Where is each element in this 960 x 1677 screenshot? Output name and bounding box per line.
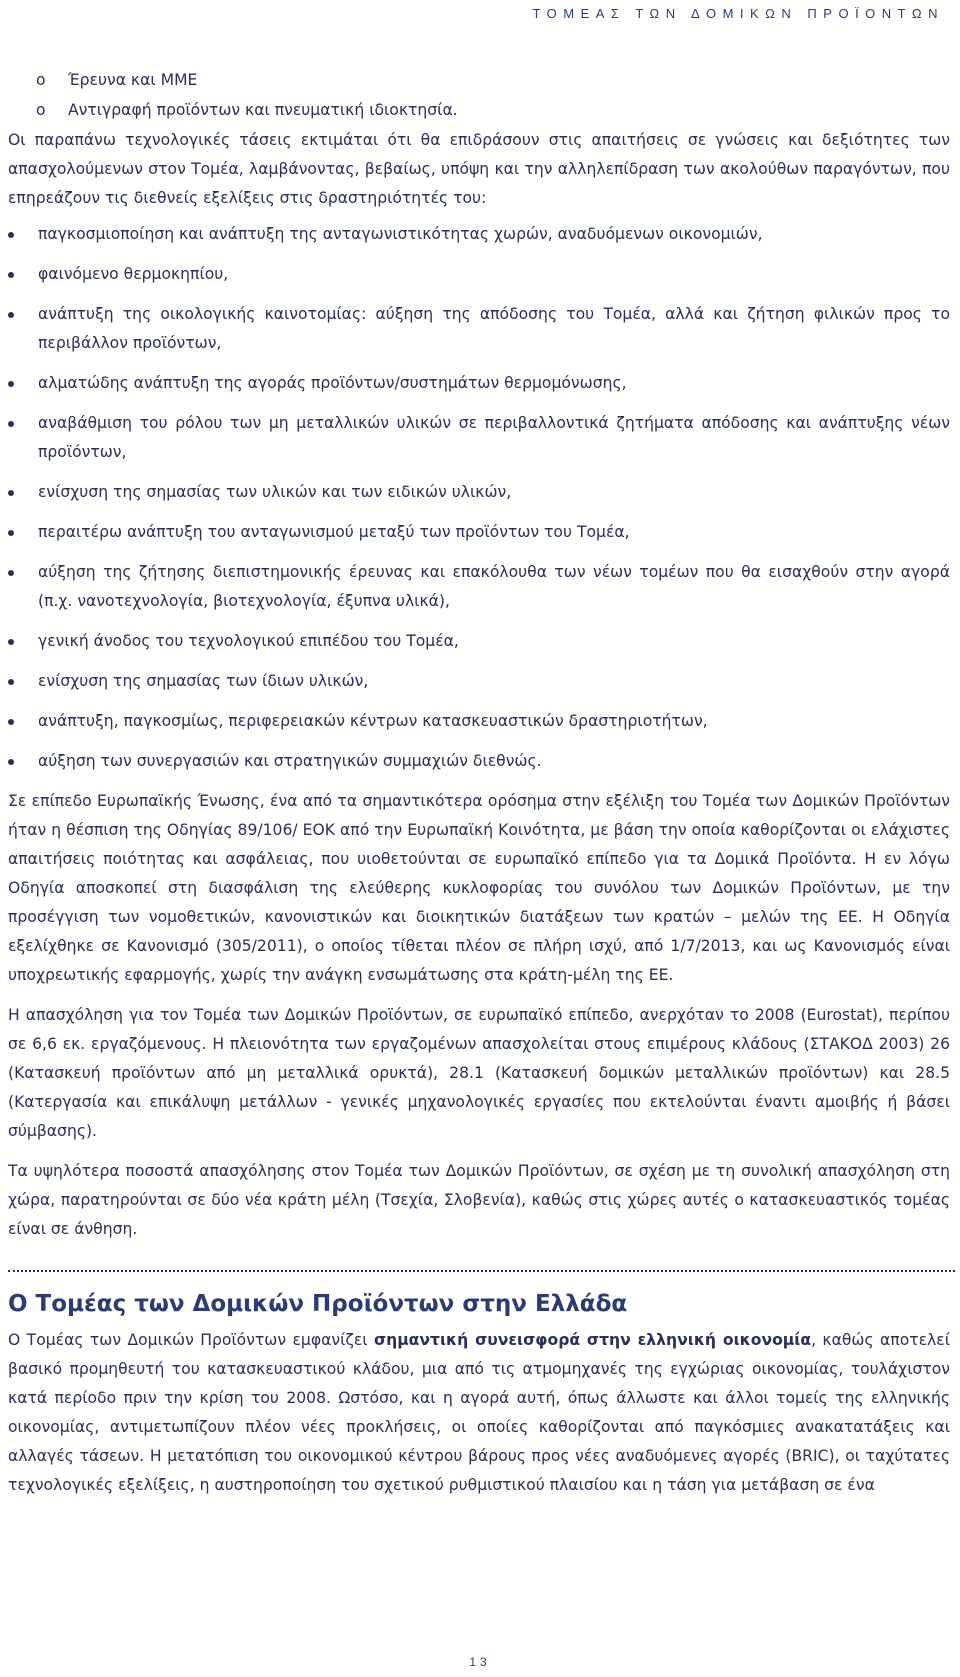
bullet-dot-icon (8, 490, 14, 496)
sub-list-item (8, 96, 950, 126)
running-header: ΤΟΜΕΑΣ ΤΩΝ ΔΟΜΙΚΩΝ ΠΡΟΪΟΝΤΩΝ (532, 6, 944, 21)
bullet-item (8, 558, 950, 616)
bullet-text: ανάπτυξη, παγκοσμίως, περιφερειακών κέντρων κατασκευαστικών δραστηριοτήτων, (38, 712, 708, 730)
bullet-dot-icon (8, 421, 14, 427)
bullet-text: φαινόμενο θερμοκηπίου, (38, 265, 229, 283)
bullet-text: γενική άνοδος του τεχνολογικού επιπέδου του Τομέα, (38, 632, 459, 650)
bullet-text: αύξηση των συνεργασιών και στρατηγικών συμμαχιών διεθνώς. (38, 752, 542, 770)
eu-paragraph: Σε επίπεδο Ευρωπαϊκής Ένωσης, ένα από τα σημαντικότερα ορόσημα στην εξέλιξη του Τομέα των Δομικών Προϊόντων ήταν η θέσπιση της Οδηγίας 89/106/ ΕΟΚ από την Ευρωπαϊκή Κοινότητα, με βάση την οποία καθορίζονται οι ελάχιστες απαιτήσεις ποιότητας και ασφάλειας, που υιοθετούνται σε ευρωπαϊκό επίπεδο για τα Δομικά Προϊόντα. Η εν λόγω Οδηγία αποσκοπεί στη διασφάλιση της ελεύθερης κυκλοφορίας του συνόλου των Δομικών Προϊόντων, με την προσέγγιση των νομοθετικών, κανονιστικών και διοικητικών διατάξεων των κρατών – μελών της ΕΕ. Η Οδηγία εξελίχθηκε σε Κανονισμό (305/2011), ο οποίος τίθεται πλέον σε πλήρη ισχύ, από 1/7/2013, και ως Κανονισμός είναι υποχρεωτικής εφαρμογής, χωρίς την ανάγκη ενσωμάτωσης στα κράτη-μέλη της ΕΕ. (8, 792, 950, 984)
bullet-item (8, 220, 950, 249)
bullet-item (8, 627, 950, 656)
employment-paragraph: Η απασχόληση για τον Τομέα των Δομικών Προϊόντων, σε ευρωπαϊκό επίπεδο, ανερχόταν το 2008 (Eurostat), περίπου σε 6,6 εκ. εργαζόμενους. Η πλειονότητα των εργαζομένων απασχολείται στους επιμέρους κλάδους (ΣΤΑΚΟΔ 2003) 26 (Κατασκευή προϊόντων από μη μεταλλικά ορυκτά), 28.1 (Κατασκευή δομικών μεταλλικών προϊόντων) και 28.5 (Κατεργασία και επικάλυψη μετάλλων - γενικές μηχανολογικές εργασίες που εκτελούνται έναντι αμοιβής ή βάσει σύμβασης). (8, 1006, 950, 1140)
sub-list-item (8, 66, 950, 96)
bullet-item (8, 409, 950, 467)
sub-list-text: Αντιγραφή προϊόντων και πνευματική ιδιοκτησία. (68, 101, 458, 119)
bullet-text: αύξηση της ζήτησης διεπιστημονικής έρευνας και επακόλουθα των νέων τομέων που θα εισαχθούν στην αγορά (π.χ. νανοτεχνολογία, βιοτεχνολογία, έξυπνα υλικά), (38, 563, 950, 610)
greece-paragraph-start: Ο Τομέας των Δομικών Προϊόντων εμφανίζει (8, 1331, 374, 1349)
bullet-dot-icon (8, 232, 14, 238)
sub-list-text: Έρευνα και ΜΜΕ (68, 71, 198, 89)
bullet-list (8, 220, 950, 776)
bullet-item (8, 300, 950, 358)
bullet-text: ενίσχυση της σημασίας των ίδιων υλικών, (38, 672, 369, 690)
greece-paragraph-rest: , καθώς αποτελεί βασικό προμηθευτή του κατασκευαστικού κλάδου, μια από τις ατμομηχανές της εγχώριας οικονομίας, τουλάχιστον κατά περίοδο πριν την κρίση του 2008. Ωστόσο, και η αγορά αυτή, όπως άλλωστε και άλλοι τομείς της ελληνικής οικονομίας, αντιμετωπίζουν πλέον νέες προκλήσεις, οι οποίες καθορίζονται από παγκόσμιες ανακατατάξεις και αλλαγές τάσεων. Η μετατόπιση του οικονομικού κέντρου βάρους προς νέες αναδυόμενες αγορές (BRIC), οι ταχύτατες τεχνολογικές εξελίξεις, η αυστηροποίηση του σχετικού ρυθμιστικού πλαισίου και η τάση για μετάβαση σε ένα (8, 1331, 950, 1494)
bullet-item (8, 260, 950, 289)
intro-paragraph: Οι παραπάνω τεχνολογικές τάσεις εκτιμάται ότι θα επιδράσουν στις απαιτήσεις σε γνώσεις και δεξιότητες των απασχολούμενων στον Τομέα, λαμβάνοντας, βεβαίως, υπόψη και την αλληλεπίδραση των ακολούθων παραγόντων, που επηρεάζουν τις διεθνείς εξελίξεις στις δραστηριότητές του: (8, 131, 950, 207)
bullet-dot-icon (8, 719, 14, 725)
bullet-item (8, 747, 950, 776)
bullet-text: ανάπτυξη της οικολογικής καινοτομίας: αύξηση της απόδοσης του Τομέα, αλλά και ζήτηση φιλικών προς το περιβάλλον προϊόντων, (38, 305, 950, 352)
sub-list-marker: o (36, 101, 46, 119)
bullet-text: αλματώδης ανάπτυξη της αγοράς προϊόντων/συστημάτων θερμομόνωσης, (38, 374, 627, 392)
rates-paragraph: Τα υψηλότερα ποσοστά απασχόλησης στον Τομέα των Δομικών Προϊόντων, σε σχέση με τη συνολική απασχόληση στη χώρα, παρατηρούνται σε δύο νέα κράτη μέλη (Τσεχία, Σλοβενία), καθώς στις χώρες αυτές ο κατασκευαστικός τομέας είναι σε άνθηση. (8, 1162, 950, 1238)
greece-paragraph-emphasis: σημαντική συνεισφορά στην ελληνική οικονομία (373, 1331, 812, 1349)
bullet-text: ενίσχυση της σημασίας των υλικών και των ειδικών υλικών, (38, 483, 512, 501)
bullet-item (8, 478, 950, 507)
bullet-dot-icon (8, 679, 14, 685)
bullet-dot-icon (8, 312, 14, 318)
section-divider (8, 1270, 955, 1272)
page-content (8, 66, 950, 1500)
sub-list-marker: o (36, 71, 46, 89)
bullet-item (8, 369, 950, 398)
sub-list (8, 66, 950, 126)
bullet-text: περαιτέρω ανάπτυξη του ανταγωνισμού μεταξύ των προϊόντων του Τομέα, (38, 523, 630, 541)
bullet-dot-icon (8, 570, 14, 576)
bullet-text: αναβάθμιση του ρόλου των μη μεταλλικών υλικών σε περιβαλλοντικά ζητήματα απόδοσης και ανάπτυξης νέων προϊόντων, (38, 414, 950, 461)
bullet-dot-icon (8, 381, 14, 387)
bullet-item (8, 707, 950, 736)
bullet-item (8, 667, 950, 696)
bullet-text: παγκοσμιοποίηση και ανάπτυξη της ανταγωνιστικότητας χωρών, αναδυόμενων οικονομιών, (38, 225, 763, 243)
bullet-dot-icon (8, 639, 14, 645)
bullet-item (8, 518, 950, 547)
page-number: 13 (469, 1655, 491, 1669)
bullet-dot-icon (8, 530, 14, 536)
greece-paragraph (8, 1326, 950, 1500)
section-title: Ο Τομέας των Δομικών Προϊόντων στην Ελλάδα (8, 1291, 628, 1317)
bullet-dot-icon (8, 759, 14, 765)
bullet-dot-icon (8, 272, 14, 278)
